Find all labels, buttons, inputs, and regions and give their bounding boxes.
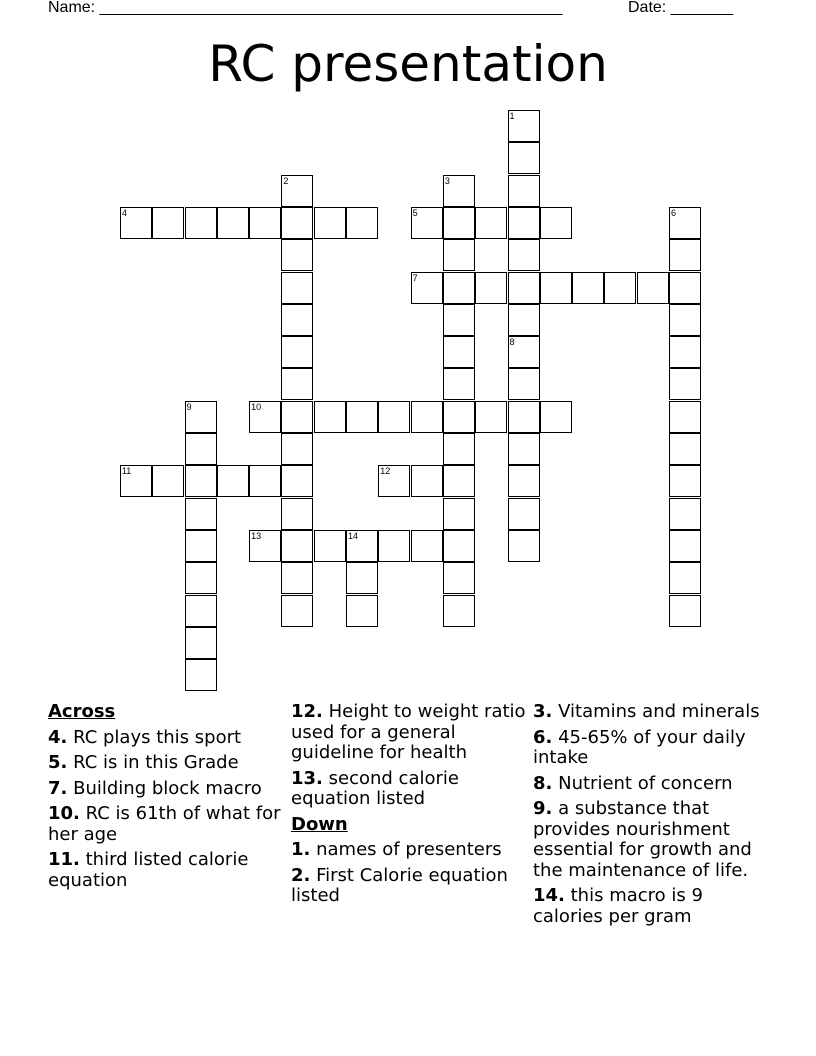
grid-cell[interactable] [540,401,572,433]
clue-across-5: 5. RC is in this Grade [48,752,239,773]
grid-cell[interactable] [281,175,313,207]
clue-number: 12 [380,466,391,477]
grid-cell[interactable] [281,465,313,497]
grid-cell[interactable] [637,272,669,304]
clue-number: 14 [348,530,359,541]
grid-cell[interactable] [281,562,313,594]
grid-cell[interactable] [185,530,217,562]
grid-cell[interactable] [346,401,378,433]
clue-number: 11 [121,466,132,477]
grid-cell[interactable] [508,272,540,304]
clue-across-10: 10. RC is 61th of what for her age [48,803,281,845]
grid-cell[interactable] [669,272,701,304]
grid-cell[interactable] [669,498,701,530]
grid-cell[interactable] [378,401,410,433]
clue-down-14: 14. this macro is 9 calories per gram [533,885,703,927]
grid-cell[interactable] [475,272,507,304]
grid-cell[interactable] [314,530,346,562]
grid-cell[interactable] [443,433,475,465]
grid-cell[interactable] [346,207,378,239]
clue-down-3: 3. Vitamins and minerals [533,701,760,722]
clue-number: 2 [283,175,289,186]
name-field[interactable]: Name: ____________________________________________________ [48,0,563,16]
grid-cell[interactable] [669,336,701,368]
clue-column-1 [48,702,284,896]
grid-cell[interactable] [443,304,475,336]
grid-cell[interactable] [152,465,184,497]
grid-cell[interactable] [281,368,313,400]
grid-cell[interactable] [443,239,475,271]
grid-cell[interactable] [475,207,507,239]
grid-cell[interactable] [475,401,507,433]
grid-cell[interactable] [185,498,217,530]
clue-down-8: 8. Nutrient of concern [533,772,733,794]
grid-cell[interactable] [443,368,475,400]
grid-cell[interactable] [443,272,475,304]
grid-cell[interactable] [411,530,443,562]
clue-column-3 [533,702,773,932]
grid-cell[interactable] [508,207,540,239]
grid-cell[interactable] [669,562,701,594]
grid-cell[interactable] [281,595,313,627]
grid-cell[interactable] [572,272,604,304]
grid-cell[interactable] [508,142,540,174]
grid-cell[interactable] [669,595,701,627]
clue-across-13: 13. second calorie equation listed [291,767,459,809]
grid-cell[interactable] [508,110,540,142]
grid-cell[interactable] [508,239,540,271]
grid-cell[interactable] [508,433,540,465]
grid-cell[interactable] [411,207,443,239]
grid-cell[interactable] [314,401,346,433]
grid-cell[interactable] [443,595,475,627]
grid-cell[interactable] [185,465,217,497]
grid-cell[interactable] [443,207,475,239]
grid-cell[interactable] [411,401,443,433]
grid-cell[interactable] [540,207,572,239]
grid-cell[interactable] [508,401,540,433]
clue-down-6: 6. 45-65% of your daily intake [533,726,746,768]
grid-cell[interactable] [443,498,475,530]
clue-across-7: 7. Building block macro [48,777,262,799]
grid-cell[interactable] [185,562,217,594]
grid-cell[interactable] [346,530,378,562]
clue-number: 5 [412,207,418,218]
clue-number: 3 [444,175,450,186]
grid-cell[interactable] [443,465,475,497]
grid-cell[interactable] [249,401,281,433]
grid-cell[interactable] [669,433,701,465]
grid-cell[interactable] [669,239,701,271]
grid-cell[interactable] [508,498,540,530]
puzzle-title: RC presentation [208,35,608,93]
grid-cell[interactable] [508,368,540,400]
clue-down-9: 9. a substance that provides nourishment essential for growth and the maintenance of life. [533,798,752,881]
grid-cell[interactable] [443,336,475,368]
grid-cell[interactable] [604,272,636,304]
grid-cell[interactable] [443,530,475,562]
grid-cell[interactable] [508,336,540,368]
grid-cell[interactable] [669,401,701,433]
across-heading: Across [48,701,116,722]
grid-cell[interactable] [314,207,346,239]
clue-column-2 [291,702,527,912]
down-heading: Down [291,813,348,835]
grid-cell[interactable] [508,530,540,562]
clue-down-2: 2. First Calorie equation listed [291,864,508,906]
clue-number: 7 [412,272,418,283]
grid-cell[interactable] [411,465,443,497]
grid-cell[interactable] [411,272,443,304]
clue-across-4: 4. RC plays this sport [48,726,242,748]
clue-number: 6 [671,207,677,218]
grid-cell[interactable] [217,207,249,239]
grid-cell[interactable] [281,401,313,433]
clue-number: 8 [509,337,515,348]
grid-cell[interactable] [443,562,475,594]
grid-cell[interactable] [443,175,475,207]
clue-number: 13 [251,530,262,541]
grid-cell[interactable] [669,304,701,336]
grid-cell[interactable] [185,433,217,465]
grid-cell[interactable] [346,595,378,627]
grid-cell[interactable] [346,562,378,594]
date-field[interactable]: Date: _______ [628,0,733,16]
grid-cell[interactable] [185,659,217,691]
grid-cell[interactable] [249,207,281,239]
clue-number: 1 [509,111,515,121]
grid-cell[interactable] [152,207,184,239]
clue-down-1: 1. names of presenters [291,839,502,860]
grid-cell[interactable] [249,465,281,497]
clue-across-11: 11. third listed calorie equation [48,849,249,891]
grid-cell[interactable] [508,304,540,336]
grid-cell[interactable] [281,498,313,530]
grid-cell[interactable] [281,272,313,304]
grid-cell[interactable] [217,465,249,497]
clue-number: 9 [186,401,192,412]
grid-cell[interactable] [249,530,281,562]
clue-number: 10 [251,401,262,412]
grid-cell[interactable] [281,304,313,336]
grid-cell[interactable] [281,530,313,562]
grid-cell[interactable] [281,239,313,271]
grid-cell[interactable] [185,401,217,433]
grid-cell[interactable] [669,368,701,400]
grid-cell[interactable] [378,465,410,497]
grid-cell[interactable] [281,433,313,465]
grid-cell[interactable] [669,207,701,239]
grid-cell[interactable] [378,530,410,562]
grid-cell[interactable] [185,595,217,627]
grid-cell[interactable] [120,465,152,497]
grid-cell[interactable] [540,272,572,304]
grid-cell[interactable] [669,465,701,497]
grid-cell[interactable] [443,401,475,433]
grid-cell[interactable] [669,530,701,562]
grid-cell[interactable] [185,627,217,659]
grid-cell[interactable] [508,175,540,207]
grid-cell[interactable] [185,207,217,239]
clue-across-12: 12. Height to weight ratio used for a general guideline for health [291,701,526,763]
grid-cell[interactable] [120,207,152,239]
clue-number: 4 [121,207,127,218]
grid-cell[interactable] [508,465,540,497]
grid-cell[interactable] [281,336,313,368]
grid-cell[interactable] [281,207,313,239]
